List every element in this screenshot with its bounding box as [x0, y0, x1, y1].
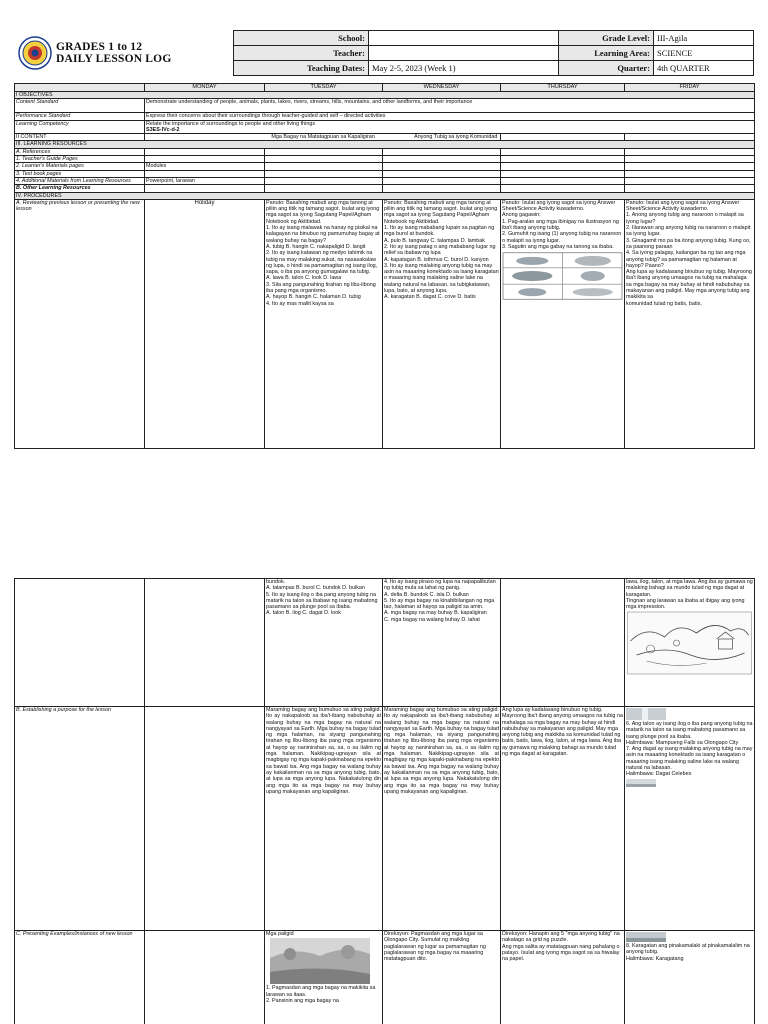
learning-resources-row — [15, 141, 755, 148]
competency-cell — [145, 120, 755, 134]
review-friday-continued-cell — [625, 579, 755, 707]
other-resources-label: B. Other Learning Resources — [15, 185, 145, 192]
title-line-2: DAILY LESSON LOG — [56, 52, 172, 65]
purpose-friday-cell — [625, 707, 755, 931]
additional-materials-row — [15, 177, 755, 184]
procedures-heading: IV. PROCEDURES — [15, 192, 755, 199]
title-line-1: GRADES 1 to 12 — [56, 40, 143, 53]
learning-area-label: Learning Area: — [559, 46, 654, 61]
deped-seal-icon — [18, 36, 52, 70]
content-row — [15, 134, 755, 141]
performance-standard-row — [15, 113, 755, 120]
review-friday-continued: lawa, ilog, talon, at mga lawa. Ang iba ay gumawa ng malaking bahagi sa mundo tulad ng mga dagat at karagatan. Tingnan ang larawan sa ibaba at ibigay ang iyong mga impression. — [626, 579, 753, 611]
header-info-table — [233, 30, 754, 76]
purpose-row — [15, 707, 755, 931]
day-thursday: THURSDAY — [501, 84, 625, 92]
presenting-tuesday: 1. Pagmasdan ang mga bagay na makikita sa larawan sa itaas. 2. Pansinin ang mga bagay na — [266, 985, 376, 1004]
review-continued-row — [15, 579, 755, 707]
dll-header — [14, 30, 754, 75]
day-header-row — [15, 84, 755, 92]
additional-materials-label: 4. Additional Materials from Learning Resources — [15, 177, 145, 184]
learning-area-value: SCIENCE — [654, 46, 754, 61]
content-standard-label: Content Standard — [15, 99, 145, 113]
review-label: A. Reviewing previous lesson or presenting the new lesson — [15, 199, 145, 448]
content-tuesday: Mga Bagay na Matatagpuan sa Kapaligiran — [271, 134, 375, 141]
surroundings-photo-icon — [270, 938, 370, 984]
day-friday: FRIDAY — [625, 84, 755, 92]
lesson-log-table-continued — [14, 578, 755, 1024]
presenting-label: C. Presenting Examples/instances of new lesson — [15, 931, 145, 1024]
review-tuesday-continued: bundok. A. talampas B. burol C. bundok D. bulkan 5. Ito ay isang ilog o iba pang anyong tubig na matarik na talon sa ibabaw ng isang mabatong pasamano sa plunge pool sa ibaba. A. talon B. ilog C. dagat D. look — [265, 579, 383, 707]
objectives-heading: I OBJECTIVES — [15, 92, 755, 99]
teaching-dates-value: May 2-5, 2023 (Week 1) — [369, 61, 559, 76]
purpose-wednesday: Maraming bagay ang bumubuo sa ating paligid. Ito ay nakapaloob sa iba't-ibang nabubuhay at walang buhay na mga bagay na natural na nangyayari sa Earth. Mga buhay na bagay tulad ng mga halaman, na siyang pangunahing tirahan ng libu-libong iba pang mga organismo at hayop ay naninirahan sa, sa, o sa ilalim ng mga halaman. Nakikipag-ugnayan sila at magbigay ng mga kapaki-pakinabang na epekto sa bawat isa. Ang mga bagay na walang buhay ay kakailanman na sa mga anyong tubig, bato, at lupa sa mga anyong lupa. Nakakatulong din ang mga ito sa mga bagay na may buhay upang makayanan ang kapaligiran. — [383, 707, 501, 931]
competency-label: Learning Competency — [15, 120, 145, 134]
teacher-label: Teacher: — [234, 46, 369, 61]
day-monday: MONDAY — [145, 84, 265, 92]
review-monday: Holiday — [145, 199, 265, 448]
competency-code: S3ES-IVc-d-2 — [146, 126, 180, 133]
presenting-tuesday-cell — [265, 931, 383, 1024]
textbook-label: 3. Text book pages — [15, 170, 145, 177]
performance-standard-label: Performance Standard — [15, 113, 145, 120]
landscape-sketch-icon — [626, 611, 753, 675]
grade-level-label: Grade Level: — [559, 31, 654, 46]
presenting-row — [15, 931, 755, 1024]
presenting-wednesday: Direksyon: Pagmasdan ang mga lugar sa Olongapo City. Sumulat ng maikling paglalarawan ng lugar sa pamamagitan ng paglalarawan ng mga bagay na maaaring matatagpuan dito. — [383, 931, 501, 1024]
competency-text: Relate the importance of surroundings to people and other living things — [146, 120, 316, 127]
teachers-guide-label: 1. Teacher's Guide Pages — [15, 156, 145, 163]
learners-materials-value: Modules — [145, 163, 265, 170]
other-resources-row — [15, 185, 755, 192]
review-row — [15, 199, 755, 448]
dll-title — [56, 41, 171, 65]
review-friday: Panuto: Isulat ang iyong sagot sa iyong Answer Sheet/Science Activity kuwaderno. 1. Anong anyong tubig ang nararoon o malapit sa iyong lugar? 2. Iilarawan ang anyong tubig na nararoon o malapit sa iyong lugar. 3. Ginagamit mo pa ba itong anyong tubig. Kung oo, sa paanong paraan 4. Sa iyong palagay, kailangan ba ng tao ang mga anyong tubig? sa pamamagitan ng halaman at hayop? Paano? Ang lupa ay kadalasang binubuo ng tubig. Mayroong iba't ibang anyong umaagos na tubig na mahalaga sa mga bagay na may buhay at hindi nabubuhay sa makayanan ang paligid. May mga anyong tubig ang makikita sa komunidad tulad ng batis, batis, — [625, 199, 755, 448]
purpose-thursday: Ang lupa ay kadalasang binubuo ng tubig. Mayroong iba't ibang anyong umaagos na tubig na mahalaga sa mga bagay na may buhay at hindi nabubuhay sa makayanan ang paligid. May mga anyong tubig ang makikita sa komunidad tulad ng batis, batis, lawa, ilog, talon, at mga lawa. Ang iba ay gumawa ng malaking bahagi sa mundo tulad ng mga dagat at karagatan. — [501, 707, 625, 931]
sea-photo-icon — [626, 779, 656, 787]
learning-resources-heading: III. LEARNING RESOURCES — [15, 141, 755, 148]
teaching-dates-label: Teaching Dates: — [234, 61, 369, 76]
review-wednesday: Panuto: Basahing mabuti ang mga tanong at piliin ang titik ng tamang sagot. Isulat ang iyong mga sagot sa iyong Sagutang Papel/Agham Notebook ng Aktibidad. 1. Ito ay isang mababang lupain sa pagitan ng mga burol at bundok. A. pulo B. tangway C. talampas D. lambak 2. Ito ay isang patag o ang mababang lugar ng relief sa ibabaw ng lupa A. kapatagan B. isthmus C. burol D. kanyon 3. Ito ay isang malaking anyong tubig na may asin na maaaring konektado sa isang karagatan o maaaring isang malaking saline lake na walang natural na labasan. sa tubigkatawan, lupa, bato, at anyong lupa. A. karagatan B. dagat C. cove D. batis — [383, 199, 501, 448]
purpose-tuesday: Maraming bagay ang bumubuo sa ating paligid. Ito ay nakapaloob sa iba't-ibang nabubuhay at walang buhay na mga bagay na natural na nangyayari sa Earth. Mga buhay na bagay tulad ng mga halaman, na siyang pangunahing tirahan ng libu-libong iba pang mga organismo at hayop ay naninirahan sa, sa, o sa ilalim ng mga halaman. Nakikipag-ugnayan sila at magbigay ng mga kapaki-pakinabang na epekto sa bawat isa. Ang mga bagay na walang buhay ay kakailanman na sa mga anyong tubig, bato, at lupa sa mga anyong lupa. Nakakatulong din ang mga ito sa mga bagay na may buhay upang makayanan ang kapaligiran. — [265, 707, 383, 931]
presenting-friday: 8. Karagatan ang pinakamalaki at pinakamalalim na anyong tubig. Halimbawa: Karagatang — [626, 943, 750, 962]
procedures-row — [15, 192, 755, 199]
content-standard-row — [15, 99, 755, 113]
day-wednesday: WEDNESDAY — [383, 84, 501, 92]
content-standard-text: Demonstrate understanding of people, animals, plants, lakes, rivers, streams, hills, mountains, and other landforms, and their importance — [145, 99, 755, 113]
purpose-label: B. Establishing a purpose for the lesson — [15, 707, 145, 931]
performance-standard-text: Express their concerns about their surroundings through teacher-guided and self – directed activities — [145, 113, 755, 120]
grade-level-value: III-Agila — [654, 31, 754, 46]
teacher-value — [369, 46, 559, 61]
page-1 — [14, 30, 754, 449]
learners-materials-row — [15, 163, 755, 170]
additional-materials-value: Powerpoint, larawan — [145, 177, 265, 184]
falls-photo-icon — [626, 708, 666, 720]
presenting-tuesday-title: Mga paligid — [266, 931, 294, 937]
competency-row — [15, 120, 755, 134]
textbook-row — [15, 170, 755, 177]
school-label: School: — [234, 31, 369, 46]
school-value — [369, 31, 559, 46]
ocean-photo-icon — [626, 932, 666, 942]
content-wednesday: Anyong Tubig sa iyong Komunidad — [414, 134, 498, 141]
references-row — [15, 148, 755, 155]
presenting-thursday: Direksyon: Hanapin ang 5 "mga anyong tubig" na nakatago sa grid ng puzzle. Ang mga salita ay matatagpuan nang pahalang o patayo. Isulat ang iyong mga sagot sa sa hiwalay na papel. — [501, 931, 625, 1024]
review-thursday: Panuto: Isulat ang iyong sagot sa iyong Answer Sheet/Science Activity kuwaderno. Anong gagawin: 1. Pag-aralan ang mga ibinigay na ilustrasyon ng iba't ibang anyong tubig. 2. Gumuhit ng isang (1) anyong tubig na nararoon o malapit sa iyong lugar. 3. Sagutin ang mga gabay na tanong sa ibaba. — [502, 199, 622, 250]
presenting-friday-cell — [625, 931, 755, 1024]
day-tuesday: TUESDAY — [265, 84, 383, 92]
content-topics — [265, 134, 501, 141]
review-wednesday-continued: 4. Ito ay isang piraso ng lupa na napapalibutan ng tubig mula sa lahat ng panig. A. delta B. bundok C. isla D. bulkan 5. Ito ay mga bagay na kinabibilangan ng mga tao, halaman at hayop sa paligid sa amin. A. mga bagay na may buhay B. kapaligiran C. mga bagay na walang buhay D. lahat — [383, 579, 501, 707]
content-label: II CONTENT — [15, 134, 145, 141]
quarter-label: Quarter: — [559, 61, 654, 76]
water-bodies-illustration-icon — [502, 251, 623, 301]
quarter-value: 4th QUARTER — [654, 61, 754, 76]
lesson-log-table — [14, 83, 755, 449]
deped-logo — [14, 30, 233, 75]
page-2 — [14, 578, 754, 1024]
objectives-row — [15, 92, 755, 99]
review-tuesday: Panuto: Basahing mabuti ang mga tanong at piliin ang titik ng tamang sagot. Isulat ang iyong mga sagot sa iyong Sagutang Papel/Agham Notebook ng Aktibidad. 1. Ito ay isang malawak na hanay ng pisikal na kalagayan na binubuo ng pamumuhay bagay at walang buhay na bagay? A. tubig B. hangin C. nakapaligid D. langit 2. Ito ay isang katawan ng medyo tahimik na tubig na may malaking sukat, na nasasakalaw ng lupa, o hindi sa pamamagitan ng isang ilog, sapa, o iba pa anyong gumagalaw na tubig. A. lawa B. talon C. look D. lawa 3. Sila ang pangunahing tirahan ng libu-libong iba pang mga organismo. A. hayop B. hangin C. halaman D. tubig 4. Ito ay mas maliit kaysa sa — [265, 199, 383, 448]
references-label: A. References — [15, 148, 145, 155]
learners-materials-label: 2. Learner's Materials pages — [15, 163, 145, 170]
teachers-guide-row — [15, 156, 755, 163]
review-thursday-cell — [501, 199, 625, 448]
purpose-friday: 6. Ang talon ay isang ilog o iba pang anyong tubig na matarik na talon sa isang mabatong pasamano sa isang plunge pool sa ibaba. Halimbawa: Mampueng Falls sa Olongapo City 7. Ang dagat ay isang malaking anyong tubig na may asin na maaaring konektado sa isang karagatan o maaaring isang malaking saline lake na walang natural na labasan. Halimbawa: Dagat Celebes — [626, 721, 753, 778]
